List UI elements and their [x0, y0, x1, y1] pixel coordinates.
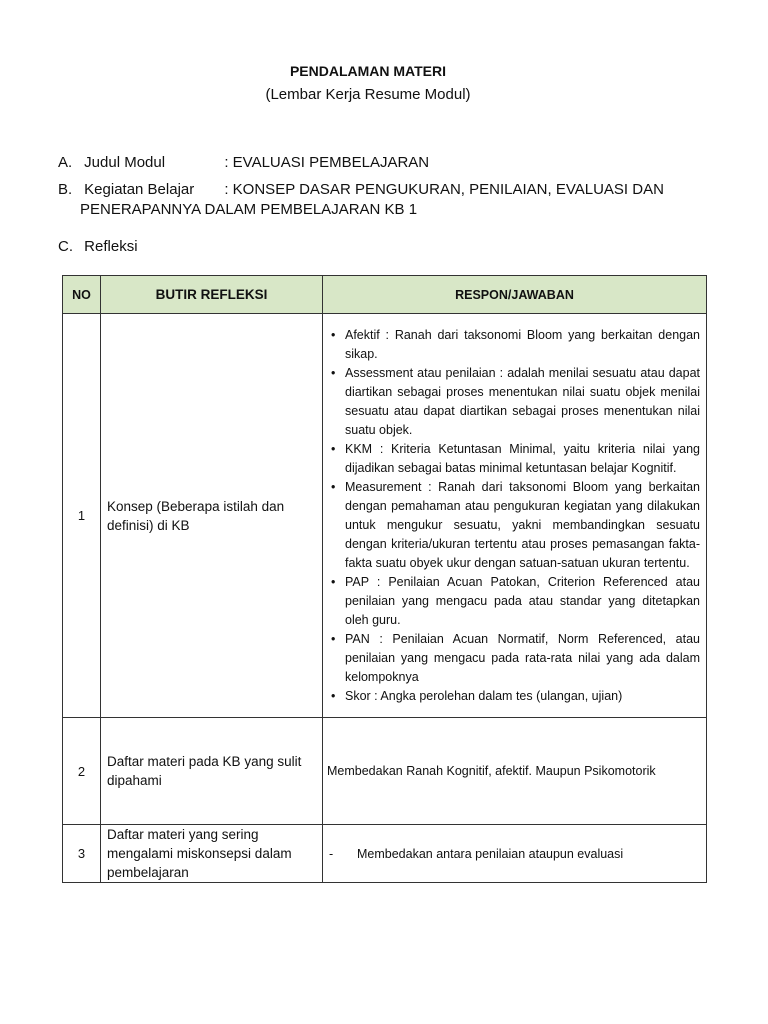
list-item: • KKM : Kriteria Ketuntasan Minimal, yaitu kriteria nilai yang dijadikan sebagai batas minimal ketuntasan belajar Kognitif.	[327, 440, 700, 478]
header-no: NO	[63, 276, 101, 314]
section-kegiatan-belajar	[58, 180, 664, 220]
row-respon: Membedakan Ranah Kognitif, afektif. Maupun Psikomotorik	[323, 718, 707, 825]
row-respon	[323, 314, 707, 718]
list-item: • Skor : Angka perolehan dalam tes (ulangan, ujian)	[327, 687, 700, 706]
list-item: • Measurement : Ranah dari taksonomi Bloom yang berkaitan dengan pemahaman atau pengukuran kegiatan yang dilakukan untuk mengukur sesuatu, yakni membandingkan sesuatu dengan kriteria/ukuran tertentu atau proses pemasangan fakta-fakta suatu obyek ukur dengan satuan-satuan ukuran tertentu.	[327, 478, 700, 573]
section-key: Kegiatan Belajar	[84, 181, 195, 198]
section-key: Refleksi	[84, 238, 138, 255]
row-butir: Daftar materi pada KB yang sulit dipahami	[101, 718, 323, 825]
row-respon	[323, 825, 707, 883]
section-label: C.	[58, 238, 73, 255]
refleksi-table	[62, 275, 707, 883]
section-refleksi	[58, 237, 138, 257]
section-value-continued: PENERAPANNYA DALAM PEMBELAJARAN KB 1	[80, 201, 418, 218]
table-row	[63, 314, 707, 718]
document-subtitle: (Lembar Kerja Resume Modul)	[265, 86, 471, 103]
dash-marker: -	[329, 846, 334, 861]
row-butir: Konsep (Beberapa istilah dan definisi) di KB	[101, 314, 323, 718]
list-item: • Afektif : Ranah dari taksonomi Bloom yang berkaitan dengan sikap.	[327, 326, 700, 364]
section-key: Judul Modul	[84, 154, 166, 171]
section-value: : KONSEP DASAR PENGUKURAN, PENILAIAN, EVALUASI DAN	[224, 181, 664, 198]
list-item: • PAP : Penilaian Acuan Patokan, Criterion Referenced atau penilaian yang mengacu pada atau standar yang ditetapkan oleh guru.	[327, 573, 700, 630]
row-number: 1	[63, 314, 101, 718]
row-butir: Daftar materi yang sering mengalami miskonsepsi dalam pembelajaran	[101, 825, 323, 883]
row-respon-text: Membedakan antara penilaian ataupun evaluasi	[357, 846, 624, 861]
list-item: • Assessment atau penilaian : adalah menilai sesuatu atau dapat diartikan sebagai proses menentukan nilai suatu objek menilai sesuatu atau dapat diartikan sebagai proses menentukan nilai suatu objek.	[327, 364, 700, 440]
section-judul-modul	[58, 153, 429, 173]
document-title: PENDALAMAN MATERI	[289, 63, 447, 79]
header-respon-jawaban: RESPON/JAWABAN	[323, 276, 707, 314]
section-label: A.	[58, 154, 73, 171]
respon-list	[327, 326, 700, 706]
section-value: : EVALUASI PEMBELAJARAN	[224, 154, 430, 171]
section-label: B.	[58, 181, 73, 198]
table-row	[63, 718, 707, 825]
header-butir-refleksi: BUTIR REFLEKSI	[101, 276, 323, 314]
row-number: 2	[63, 718, 101, 825]
table-header-row	[63, 276, 707, 314]
list-item: • PAN : Penilaian Acuan Normatif, Norm Referenced, atau penilaian yang mengacu pada rata-rata nilai yang ada dalam kelompoknya	[327, 630, 700, 687]
table-row	[63, 825, 707, 883]
row-number: 3	[63, 825, 101, 883]
